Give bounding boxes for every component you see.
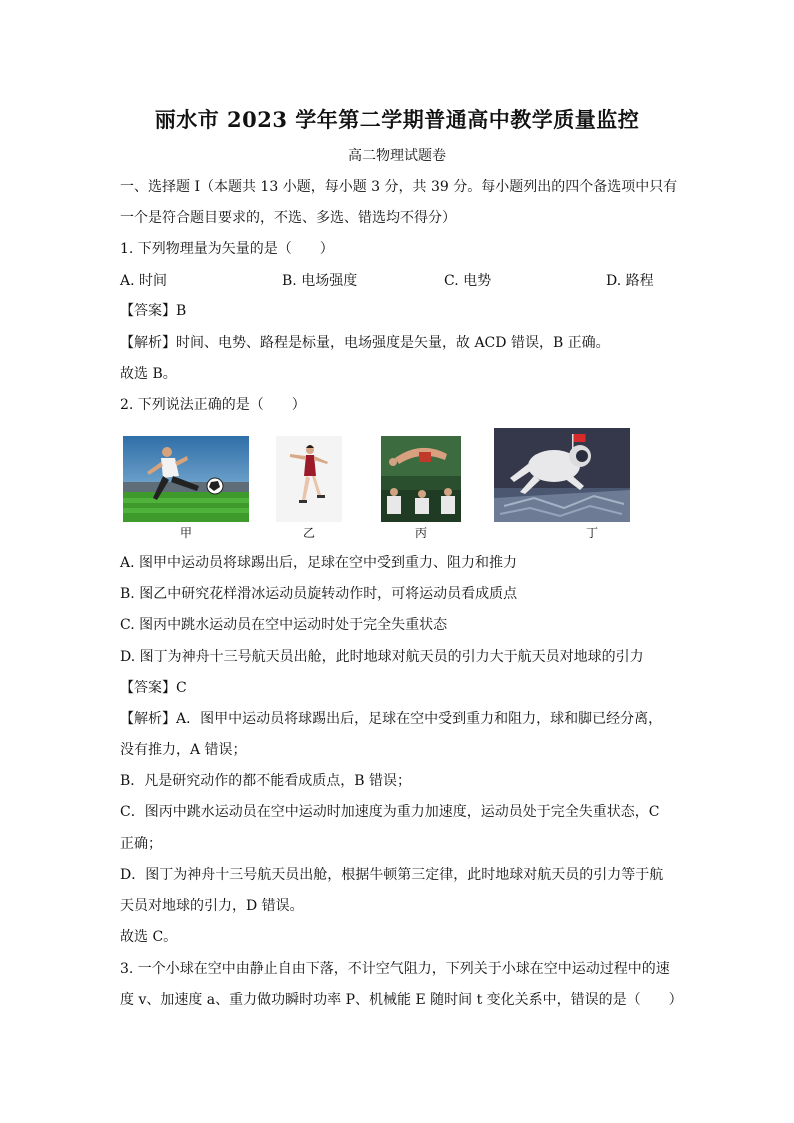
q3-stem-line1: 3. 一个小球在空中由静止自由下落，不计空气阻力，下列关于小球在空中运动过程中的速 bbox=[120, 961, 670, 977]
figure-caption-yi: 乙 bbox=[302, 526, 315, 540]
figure-figure-skater bbox=[276, 436, 342, 522]
q2-option-c: C. 图丙中跳水运动员在空中运动时处于完全失重状态 bbox=[120, 617, 448, 633]
q1-analysis: 【解析】时间、电势、路程是标量，电场强度是矢量，故 ACD 错误，B 正确。 bbox=[120, 335, 610, 351]
q1-option-d: D. 路程 bbox=[606, 273, 654, 289]
figure-caption-jia: 甲 bbox=[179, 526, 192, 540]
section-heading-line1: 一、选择题 I（本题共 13 小题，每小题 3 分，共 39 分。每小题列出的四个备选项中只有 bbox=[120, 179, 678, 195]
figure-astronaut bbox=[494, 428, 630, 522]
q2-analysis-line: D．图丁为神舟十三号航天员出舱，根据牛顿第三定律，此时地球对航天员的引力等于航 bbox=[120, 867, 664, 883]
q1-conclusion: 故选 B。 bbox=[120, 366, 177, 382]
q2-option-b: B. 图乙中研究花样滑冰运动员旋转动作时，可将运动员看成质点 bbox=[120, 586, 518, 602]
q1-answer: 【答案】B bbox=[120, 303, 187, 319]
figure-caption-bing: 丙 bbox=[414, 526, 427, 540]
q1-option-b: B. 电场强度 bbox=[282, 273, 358, 289]
q2-answer: 【答案】C bbox=[120, 680, 187, 696]
page-title: 丽水市 2023 学年第二学期普通高中教学质量监控 bbox=[154, 107, 640, 132]
q2-analysis-line: 【解析】A．图甲中运动员将球踢出后，足球在空中受到重力和阻力，球和脚已经分离， bbox=[120, 711, 663, 727]
q3-stem-line2: 度 v、加速度 a、重力做功瞬时功率 P、机械能 E 随时间 t 变化关系中，错误的是（ ） bbox=[120, 992, 683, 1008]
q1-option-c: C. 电势 bbox=[444, 273, 492, 289]
q2-analysis-line: 天员对地球的引力，D 错误。 bbox=[120, 898, 304, 914]
q2-analysis-line: 正确； bbox=[120, 836, 162, 852]
page-subtitle: 高二物理试题卷 bbox=[348, 148, 446, 164]
q2-conclusion: 故选 C。 bbox=[120, 929, 178, 945]
q2-analysis-line: C．图丙中跳水运动员在空中运动时加速度为重力加速度，运动员处于完全失重状态，C bbox=[120, 804, 660, 820]
q1-option-a: A. 时间 bbox=[120, 273, 168, 289]
figure-caption-ding: 丁 bbox=[585, 526, 598, 540]
q2-stem: 2. 下列说法正确的是（ ） bbox=[120, 397, 306, 413]
q2-option-a: A. 图甲中运动员将球踢出后，足球在空中受到重力、阻力和推力 bbox=[120, 555, 518, 571]
section-heading-line2: 一个是符合题目要求的，不选、多选、错选均不得分） bbox=[120, 210, 456, 226]
q1-stem: 1. 下列物理量为矢量的是（ ） bbox=[120, 241, 334, 257]
figure-diver bbox=[381, 436, 461, 522]
figure-soccer-player bbox=[123, 436, 249, 522]
q2-option-d: D. 图丁为神舟十三号航天员出舱，此时地球对航天员的引力大于航天员对地球的引力 bbox=[120, 649, 644, 665]
q2-analysis-line: B．凡是研究动作的都不能看成质点，B 错误； bbox=[120, 773, 412, 789]
q2-analysis-line: 没有推力，A 错误； bbox=[120, 742, 247, 758]
